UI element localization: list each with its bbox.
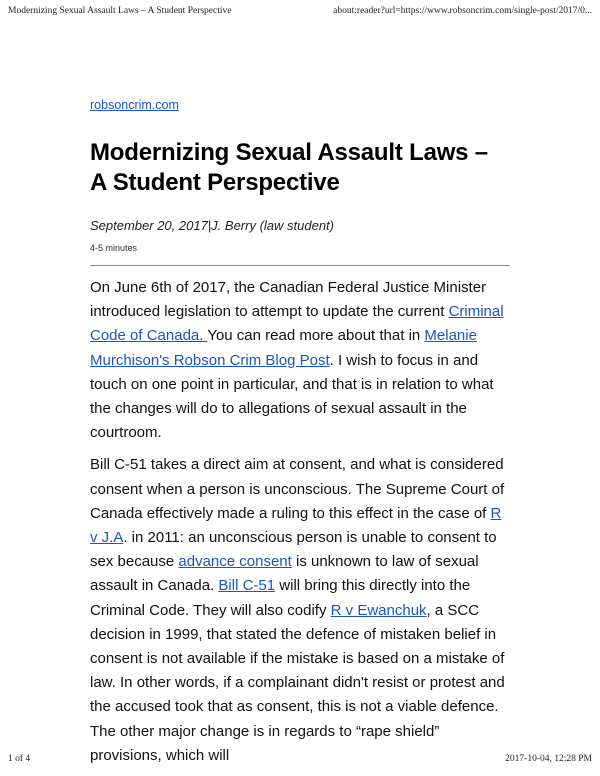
advance-consent-link[interactable]: advance consent [178, 553, 292, 571]
r-v-ja-link[interactable]: R v J.A [90, 504, 502, 547]
murchison-blog-link[interactable]: Melanie Murchison's Robson Crim Blog Post [90, 327, 477, 369]
bill-c51-link[interactable]: Bill C-51 [218, 577, 276, 595]
p2-text-1: Bill C-51 takes a direct aim at consent, and what is considered consent when a person is unconscious. The Supreme Court of Canada effectively made a ruling to this effect in the case of [90, 456, 505, 522]
header-divider [90, 265, 510, 266]
article-title-line-2: A Student Perspective [90, 169, 340, 196]
p1-text-3: . I wish to focus in and touch on one point in particular, and that is in relation to what the changes will do to allegations of sexual assault in the courtroom. [90, 351, 494, 442]
print-header [0, 6, 600, 20]
article-title [90, 138, 510, 198]
p1-text-2: You can read more about that in [207, 327, 425, 345]
article-title-line-1: Modernizing Sexual Assault Laws – [90, 139, 488, 166]
print-footer [0, 754, 600, 768]
paragraph-1 [90, 276, 510, 445]
reading-time: 4-5 minutes [90, 243, 138, 253]
site-link[interactable]: robsoncrim.com [90, 98, 179, 112]
print-header-url: about:reader?url=https://www.robsoncrim.com/single-post/2017/0... [333, 6, 592, 16]
article-byline: September 20, 2017|J. Berry (law student) [90, 218, 334, 233]
p2-text-5: , a SCC decision in 1999, that stated the defence of mistaken belief in consent is not available if the mistake is based on a mistake of law. In other words, if a complainant didn't resist or protest and the accused took that as consent, this is not a viable defence. The other major change is in regards to “rape shield” provisions, which will [90, 601, 505, 764]
p1-text-1: On June 6th of 2017, the Canadian Federal Justice Minister introduced legislation to attempt to update the current [90, 279, 487, 321]
print-timestamp: 2017-10-04, 12:28 PM [505, 754, 592, 764]
criminal-code-link[interactable]: Criminal Code of Canada. [90, 303, 504, 345]
reader-article [90, 96, 510, 776]
p2-text-4: will bring this directly into the Criminal Code. They will also codify [90, 577, 471, 619]
page-number: 1 of 4 [8, 754, 31, 764]
print-header-title: Modernizing Sexual Assault Laws – A Student Perspective [8, 6, 232, 16]
p2-text-2: . in 2011: an unconscious person is unable to consent to sex because [90, 529, 497, 571]
paragraph-2 [90, 453, 510, 768]
p2-text-3: is unknown to law of sexual assault in Canada. [90, 553, 479, 595]
r-v-ewanchuk-link[interactable]: R v Ewanchuk [330, 601, 427, 619]
